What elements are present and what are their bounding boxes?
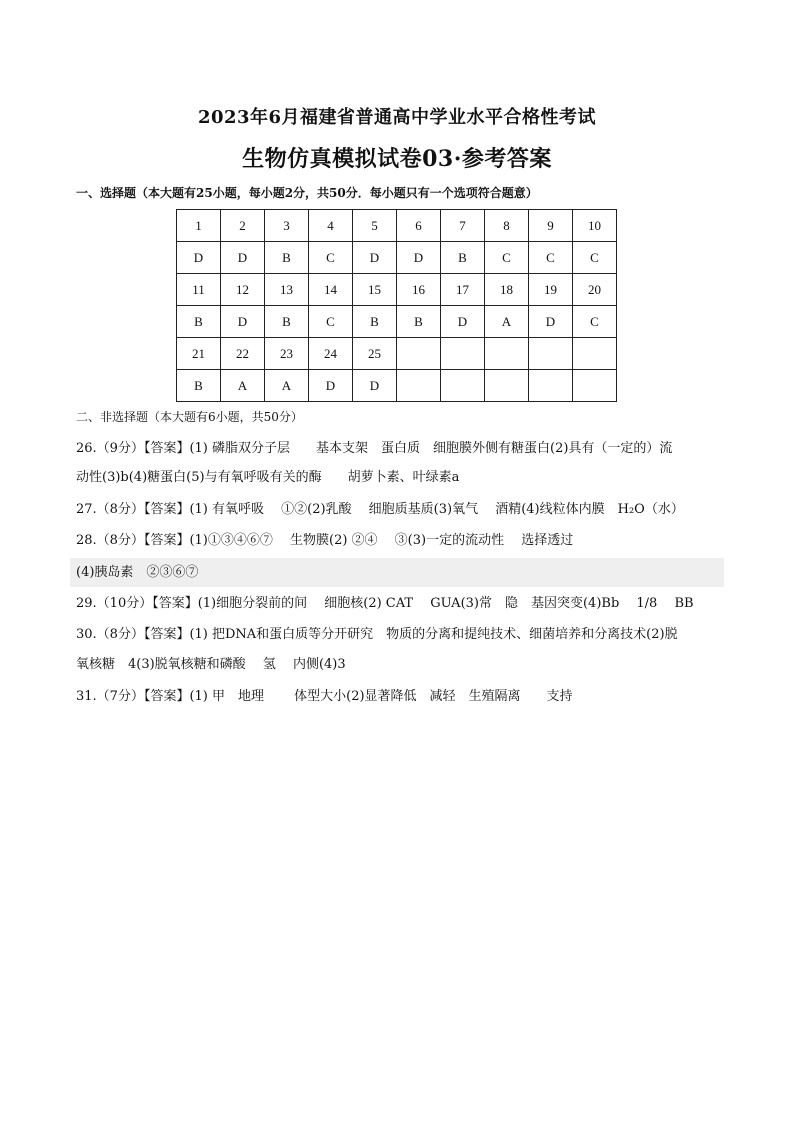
q28-answer-line2: (4)胰岛素 ②③⑥⑦ xyxy=(76,565,199,580)
answer-table-cell xyxy=(573,370,617,402)
q26-answer-line2: 动性(3)b(4)糖蛋白(5)与有氧呼吸有关的酶 胡萝卜素、叶绿素a xyxy=(76,470,460,485)
answer-table-cell xyxy=(529,338,573,370)
answer-table-cell: 8 xyxy=(485,210,529,242)
answer-table-row xyxy=(177,210,617,242)
answer-table-cell xyxy=(485,338,529,370)
q29-answer: 29.（10分）【答案】(1)细胞分裂前的间 细胞核(2) CAT GUA(3)常 隐 基因突变(4)Bb 1/8 BB xyxy=(76,596,694,611)
answer-table-cell: 9 xyxy=(529,210,573,242)
answer-table-cell: 2 xyxy=(221,210,265,242)
answer-table-cell: C xyxy=(573,306,617,338)
answer-table-cell: D xyxy=(529,306,573,338)
answer-table-cell: A xyxy=(221,370,265,402)
answer-table-cell: 22 xyxy=(221,338,265,370)
answer-table-cell xyxy=(573,338,617,370)
answer-table-cell xyxy=(397,370,441,402)
answer-table-cell: 19 xyxy=(529,274,573,306)
answer-table-cell: D xyxy=(221,306,265,338)
answer-table-cell: 16 xyxy=(397,274,441,306)
answer-table-cell: B xyxy=(265,306,309,338)
answer-table-cell: D xyxy=(441,306,485,338)
answer-table-row xyxy=(177,274,617,306)
answer-table-cell: 17 xyxy=(441,274,485,306)
answer-table-cell: C xyxy=(309,242,353,274)
exam-title: 2023年6月福建省普通高中学业水平合格性考试 xyxy=(197,107,597,128)
section1-heading: 一、选择题（本大题有25小题，每小题2分，共50分．每小题只有一个选项符合题意） xyxy=(76,186,538,200)
answer-table-cell: 21 xyxy=(177,338,221,370)
answer-table-cell: B xyxy=(397,306,441,338)
answer-table-cell: 20 xyxy=(573,274,617,306)
answer-table-cell: D xyxy=(353,242,397,274)
answer-table-cell: 1 xyxy=(177,210,221,242)
answer-table-cell: 23 xyxy=(265,338,309,370)
answer-table-cell: 18 xyxy=(485,274,529,306)
q30-answer-line2: 氧核糖 4(3)脱氧核糖和磷酸 氢 内侧(4)3 xyxy=(76,657,346,672)
answer-table-cell: 11 xyxy=(177,274,221,306)
answer-table-cell: 15 xyxy=(353,274,397,306)
answer-table-row xyxy=(177,242,617,274)
answer-table-cell: B xyxy=(177,306,221,338)
answer-table-cell: A xyxy=(265,370,309,402)
answer-table-cell: B xyxy=(353,306,397,338)
answer-table-cell: C xyxy=(309,306,353,338)
answer-table-cell: 5 xyxy=(353,210,397,242)
answer-table-cell: A xyxy=(485,306,529,338)
answer-table-row xyxy=(177,306,617,338)
answer-table-row xyxy=(177,370,617,402)
answer-table-cell: D xyxy=(221,242,265,274)
answer-table-cell: 14 xyxy=(309,274,353,306)
answer-table-cell xyxy=(397,338,441,370)
q30-answer-line1: 30.（8分）【答案】(1) 把DNA和蛋白质等分开研究 物质的分离和提纯技术、细菌培养和分离技术(2)脱 xyxy=(76,627,678,642)
answer-table-cell: 7 xyxy=(441,210,485,242)
answer-table-cell xyxy=(441,338,485,370)
answer-table-cell: C xyxy=(529,242,573,274)
answer-table-cell: C xyxy=(485,242,529,274)
answer-table-cell: 12 xyxy=(221,274,265,306)
answer-table-cell xyxy=(485,370,529,402)
answer-table-cell: 10 xyxy=(573,210,617,242)
answer-table-cell: C xyxy=(573,242,617,274)
answer-table-cell: 25 xyxy=(353,338,397,370)
answer-table-cell: D xyxy=(353,370,397,402)
answer-table-cell: 3 xyxy=(265,210,309,242)
exam-subtitle: 生物仿真模拟试卷03·参考答案 xyxy=(242,146,552,172)
answer-table-cell: B xyxy=(177,370,221,402)
answer-table-cell: D xyxy=(397,242,441,274)
answer-table-cell: B xyxy=(265,242,309,274)
answer-table-cell: B xyxy=(441,242,485,274)
answer-table-cell: D xyxy=(177,242,221,274)
answer-table-cell: 4 xyxy=(309,210,353,242)
answer-table-cell: 24 xyxy=(309,338,353,370)
answer-table-cell xyxy=(441,370,485,402)
q26-answer-line1: 26.（9分）【答案】(1) 磷脂双分子层 基本支架 蛋白质 细胞膜外侧有糖蛋白(2)具有（一定的）流 xyxy=(76,441,673,456)
answer-table-row xyxy=(177,338,617,370)
answer-table-cell: 6 xyxy=(397,210,441,242)
q27-answer: 27.（8分）【答案】(1) 有氧呼吸 ①②(2)乳酸 细胞质基质(3)氧气 酒精(4)线粒体内膜 H₂O（水） xyxy=(76,502,684,517)
multiple-choice-answer-table xyxy=(176,209,617,402)
q28-answer-line1: 28.（8分）【答案】(1)①③④⑥⑦ 生物膜(2) ②④ ③(3)一定的流动性 选择透过 xyxy=(76,533,574,548)
q31-answer: 31.（7分）【答案】(1) 甲 地理 体型大小(2)显著降低 减轻 生殖隔离 支持 xyxy=(76,689,573,704)
section2-heading: 二、非选择题（本大题有6小题，共50分） xyxy=(76,410,303,424)
answer-table-cell: D xyxy=(309,370,353,402)
answer-table-cell: 13 xyxy=(265,274,309,306)
answer-table-cell xyxy=(529,370,573,402)
